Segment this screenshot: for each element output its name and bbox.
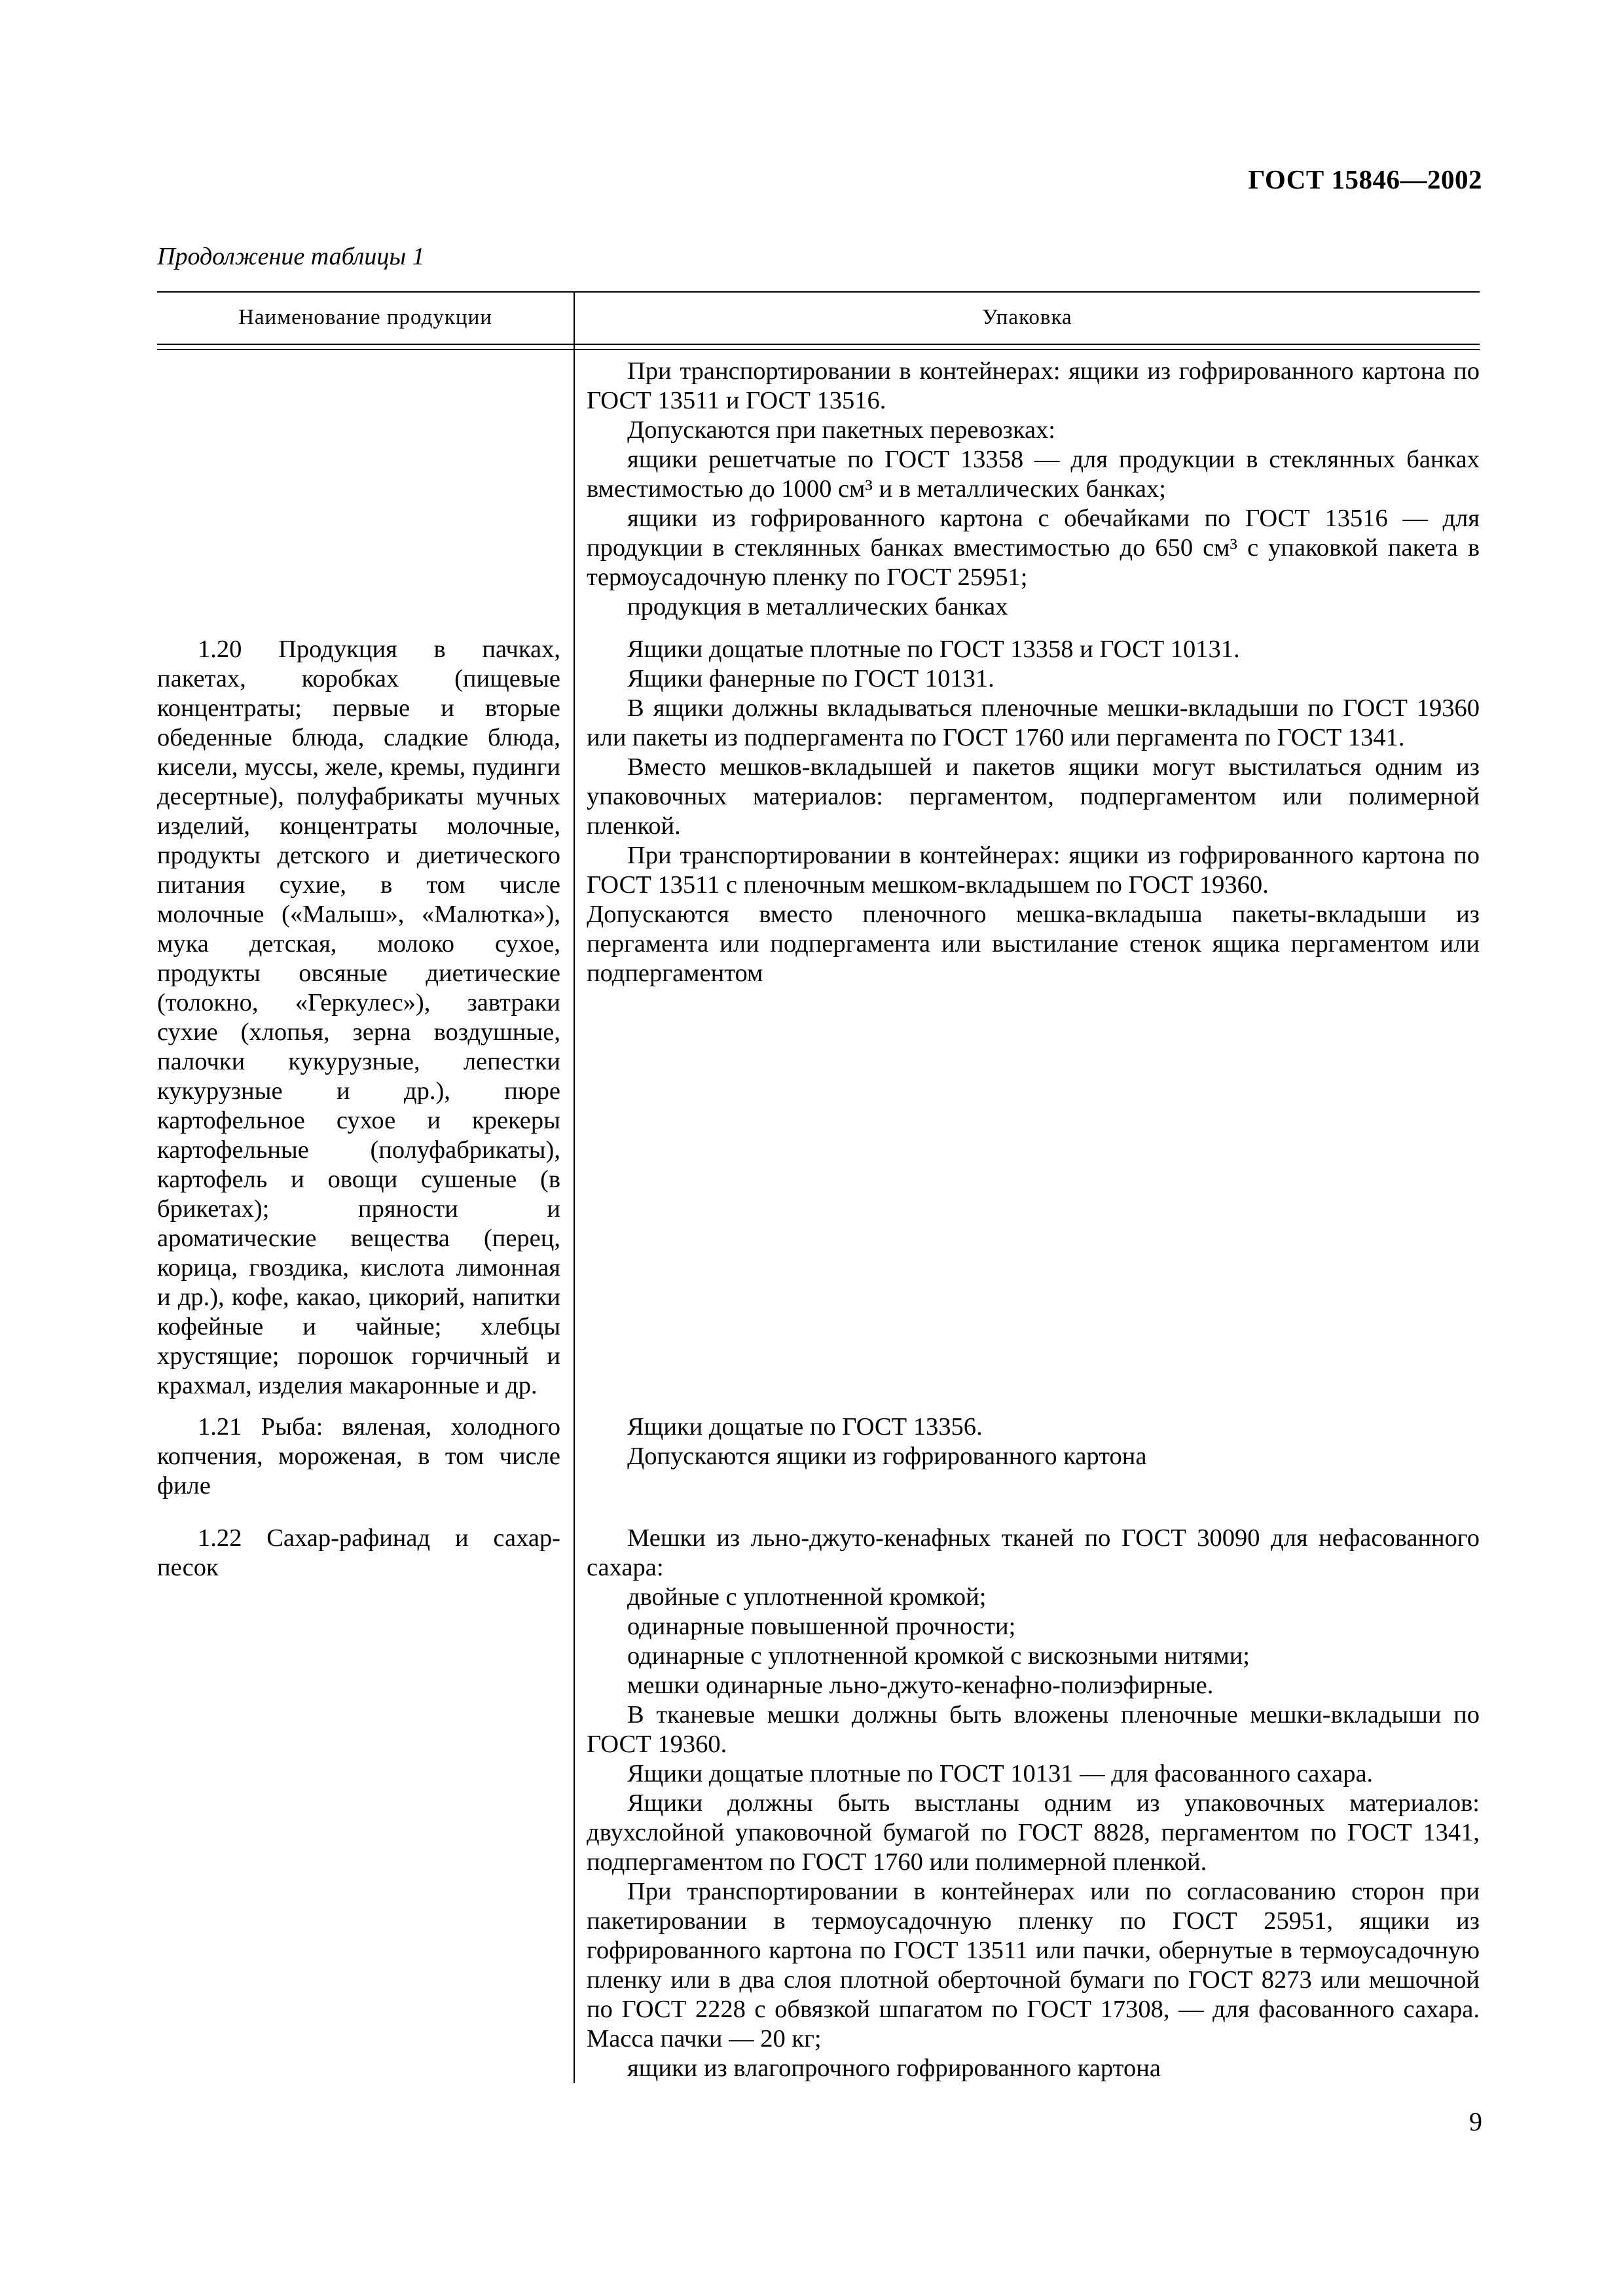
- paragraph: Мешки из льно-джуто-кенафных тканей по ГОСТ 30090 для нефасованного сахара:: [587, 1524, 1480, 1581]
- column-header-packaging: Упаковка: [982, 305, 1072, 329]
- paragraph: одинарные с уплотненной кромкой с вискозными нитями;: [627, 1642, 1250, 1670]
- table-row-packaging: [587, 1412, 1480, 1471]
- paragraph: Допускаются ящики из гофрированного картона: [627, 1443, 1147, 1470]
- table-row-product: [157, 635, 560, 1401]
- packaging-table: [157, 291, 1480, 2083]
- column-header-product: Наименование продукции: [238, 305, 492, 329]
- paragraph: Допускаются при пакетных перевозках:: [627, 416, 1055, 444]
- paragraph: При транспортировании в контейнерах: ящики из гофрированного картона по ГОСТ 13511 с пленочным мешком-вкладышем по ГОСТ 19360.: [587, 842, 1480, 899]
- document-code: ГОСТ 15846—2002: [1248, 164, 1482, 194]
- paragraph: одинарные повышенной прочности;: [627, 1613, 1016, 1640]
- paragraph: Ящики должны быть выстланы одним из упаковочных материалов: двухслойной упаковочной бумагой по ГОСТ 8828, пергаментом по ГОСТ 1341, подпергаментом по ГОСТ 1760 или полимерной пленкой.: [587, 1789, 1480, 1876]
- paragraph: Ящики дощатые плотные по ГОСТ 10131 — для фасованного сахара.: [627, 1760, 1374, 1787]
- paragraph: Допускаются вместо пленочного мешка-вкладыша пакеты-вкладыши из пергамента или подпергамента или выстилание стенок ящика пергаментом или подпергаментом: [587, 901, 1480, 987]
- paragraph: При транспортировании в контейнерах: ящики из гофрированного картона по ГОСТ 13511 и ГОСТ 13516.: [587, 357, 1480, 414]
- paragraph: ящики из гофрированного картона с обечайками по ГОСТ 13516 — для продукции в стеклянных банках вместимостью до 650 см³ с упаковкой пакета в термоусадочную пленку по ГОСТ 25951;: [587, 505, 1480, 591]
- paragraph: Вместо мешков-вкладышей и пакетов ящики могут выстилаться одним из упаковочных материалов: пергаментом, подпергаментом или полимерной пленкой.: [587, 753, 1480, 840]
- paragraph: мешки одинарные льно-джуто-кенафно-полиэфирные.: [627, 1672, 1214, 1699]
- page-number: 9: [1469, 2107, 1482, 2136]
- paragraph: Ящики дощатые плотные по ГОСТ 13358 и ГОСТ 10131.: [627, 636, 1240, 663]
- paragraph: В ящики должны вкладываться пленочные мешки-вкладыши по ГОСТ 19360 или пакеты из подпергамента по ГОСТ 1760 или пергамента по ГОСТ 1341.: [587, 694, 1480, 751]
- table-row-packaging: [587, 1524, 1480, 2083]
- table-caption: Продолжение таблицы 1: [157, 243, 425, 270]
- paragraph: ящики решетчатые по ГОСТ 13358 — для продукции в стеклянных банках вместимостью до 1000 см³ и в металлических банках;: [587, 446, 1480, 503]
- paragraph: Ящики фанерные по ГОСТ 10131.: [627, 665, 994, 692]
- paragraph: В тканевые мешки должны быть вложены пленочные мешки-вкладыши по ГОСТ 19360.: [587, 1701, 1480, 1758]
- paragraph: Ящики дощатые по ГОСТ 13356.: [627, 1413, 983, 1441]
- table-row-packaging: [587, 357, 1480, 622]
- table-row-product: [157, 1412, 560, 1501]
- table-row-product: [157, 1524, 560, 1583]
- paragraph: двойные с уплотненной кромкой;: [627, 1583, 987, 1611]
- paragraph: продукция в металлических банках: [627, 593, 1008, 620]
- header-divider-2: [157, 349, 1480, 350]
- paragraph: При транспортировании в контейнерах или по согласованию сторон при пакетировании в термоусадочную пленку по ГОСТ 25951, ящики из гофрированного картона по ГОСТ 13511 или пачки, обернутые в термоусадочную пленку или в два слоя плотной оберточной бумаги по ГОСТ 8273 или мешочной по ГОСТ 2228 с обвязкой шпагатом по ГОСТ 17308, — для фасованного сахара. Масса пачки — 20 кг;: [587, 1878, 1480, 2053]
- product-name: 1.20 Продукция в пачках, пакетах, коробках (пищевые концентраты; первые и вторые обеденные блюда, сладкие блюда, кисели, муссы, желе, кремы, пудинги десертные), полуфабрикаты мучных изделий, концентраты молочные, продукты детского и диетического питания сухие, в том числе молочные («Малыш», «Малютка»), мука детская, молоко сухое, продукты овсяные диетические (толокно, «Геркулес»), завтраки сухие (хлопья, зерна воздушные, палочки кукурузные, лепестки кукурузные и др.), пюре картофельное сухое и крекеры картофельные (полуфабрикаты), картофель и овощи сушеные (в брикетах); пряности и ароматические вещества (перец, корица, гвоздика, кислота лимонная и др.), кофе, какао, цикорий, напитки кофейные и чайные; хлебцы хрустящие; порошок горчичный и крахмал, изделия макаронные и др.: [157, 636, 560, 1399]
- product-name: 1.22 Сахар-рафинад и сахар-песок: [157, 1524, 560, 1581]
- column-divider: [574, 291, 575, 2083]
- product-name: 1.21 Рыба: вяленая, холодного копчения, мороженая, в том числе филе: [157, 1413, 560, 1499]
- paragraph: ящики из влагопрочного гофрированного картона: [627, 2054, 1161, 2082]
- table-row-packaging: [587, 635, 1480, 988]
- header-divider-1: [157, 344, 1480, 345]
